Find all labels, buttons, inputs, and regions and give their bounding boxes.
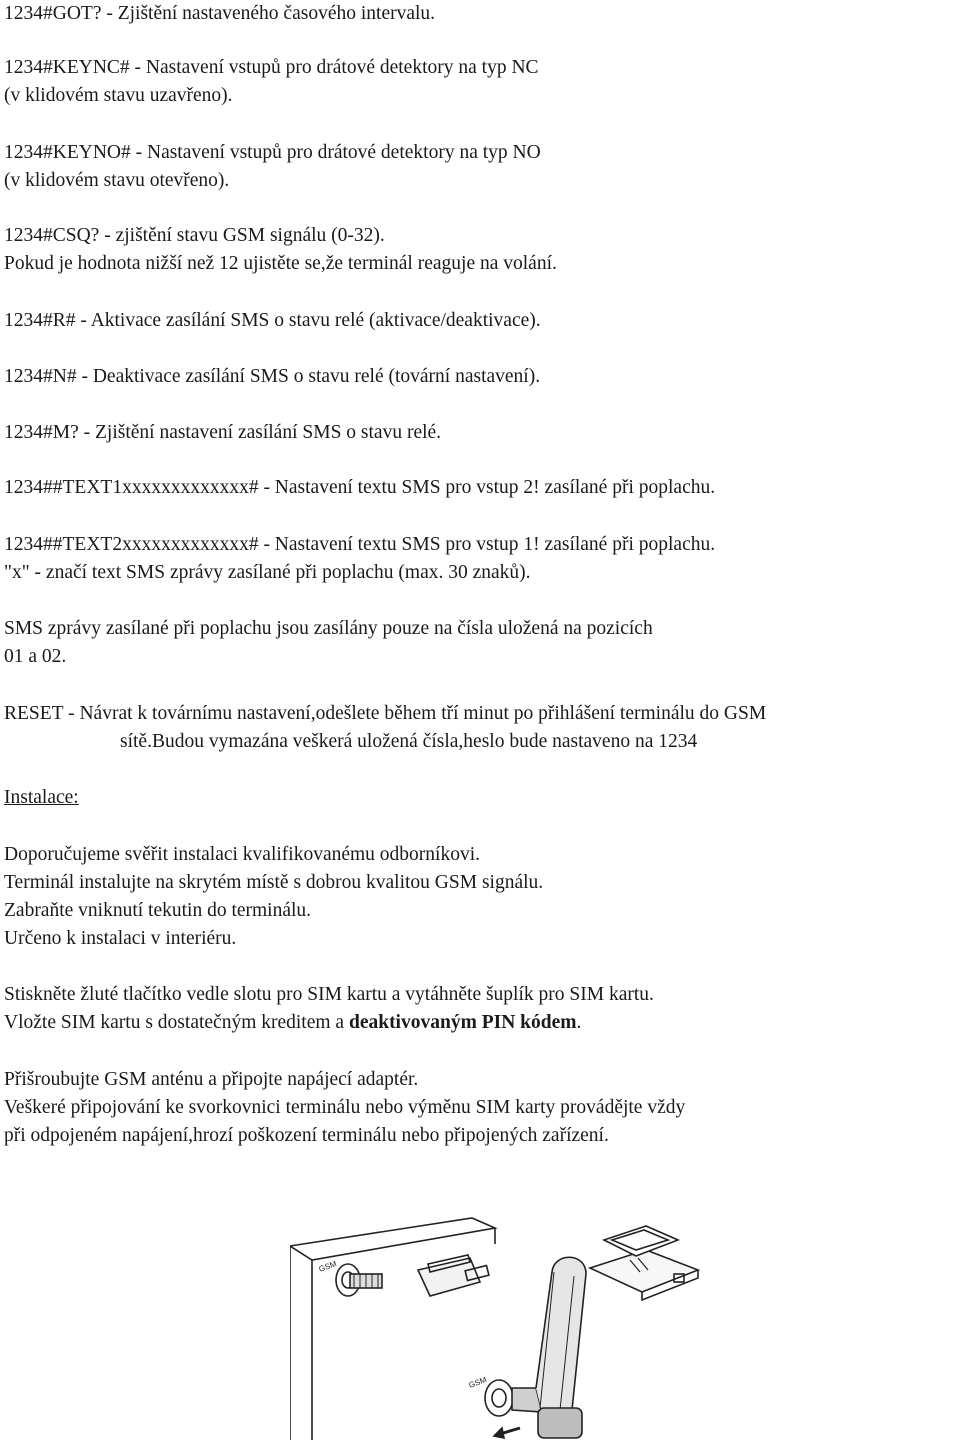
cmd-keync: 1234#KEYNC# - Nastavení vstupů pro drátové detektory na typ NC	[4, 57, 539, 78]
top-antenna-connector	[336, 1264, 382, 1296]
antenna-instruction: Přišroubujte GSM anténu a připojte napájecí adaptér.	[4, 1069, 419, 1090]
cmd-csq-note: Pokud je hodnota nižší než 12 ujistěte se,že terminál reaguje na volání.	[4, 253, 557, 274]
reset-line-cont: sítě.Budou vymazána veškerá uložená čísla,heslo bude nastaveno na 1234	[120, 731, 698, 752]
terminal-body	[290, 1218, 495, 1440]
sim-tray	[590, 1226, 698, 1300]
sms-positions-note: SMS zprávy zasílané při poplachu jsou zasílány pouze na čísla uložená na pozicích	[4, 618, 653, 639]
cmd-text1: 1234##TEXT1xxxxxxxxxxxxx# - Nastavení textu SMS pro vstup 2! zasílané při poplachu.	[4, 477, 716, 498]
arrow-head	[494, 1428, 504, 1438]
sim-slot	[418, 1255, 489, 1296]
gsm-label-bottom: GSM	[467, 1375, 488, 1390]
install-tip: Doporučujeme svěřit instalaci kvalifikovanému odborníkovi.	[4, 844, 481, 865]
installation-illustration	[290, 1212, 710, 1440]
cmd-got: 1234#GOT? - Zjištění nastaveného časového intervalu.	[4, 3, 436, 24]
cmd-text-note: "x" - značí text SMS zprávy zasílané při poplachu (max. 30 znaků).	[4, 562, 531, 583]
sim-instruction: Stiskněte žluté tlačítko vedle slotu pro SIM kartu a vytáhněte šuplík pro SIM kartu.	[4, 984, 654, 1005]
reset-line: RESET - Návrat k továrnímu nastavení,odešlete během tří minut po přihlášení terminálu do GSM	[4, 703, 767, 724]
cmd-keync-note: (v klidovém stavu uzavřeno).	[4, 85, 233, 106]
sim-credit-end: .	[576, 1012, 582, 1033]
sim-credit-text: Vložte SIM kartu s dostatečným kreditem a	[4, 1012, 349, 1033]
installation-heading: Instalace:	[4, 787, 79, 808]
power-warning-cont: při odpojeném napájení,hrozí poškození terminálu nebo připojených zařízení.	[4, 1125, 609, 1146]
install-tip: Zabraňte vniknutí tekutin do terminálu.	[4, 900, 312, 921]
cmd-csq: 1234#CSQ? - zjištění stavu GSM signálu (0-32).	[4, 225, 385, 246]
cmd-text2: 1234##TEXT2xxxxxxxxxxxxx# - Nastavení textu SMS pro vstup 1! zasílané při poplachu.	[4, 534, 716, 555]
sim-credit-instruction	[4, 1009, 581, 1037]
antenna	[485, 1257, 586, 1438]
pin-warning: deaktivovaným PIN kódem	[348, 1012, 577, 1033]
cmd-keyno-note: (v klidovém stavu otevřeno).	[4, 170, 230, 191]
cmd-r: 1234#R# - Aktivace zasílání SMS o stavu relé (aktivace/deaktivace).	[4, 310, 541, 331]
install-tip: Určeno k instalaci v interiéru.	[4, 928, 237, 949]
sms-positions-note-cont: 01 a 02.	[4, 646, 67, 667]
gsm-label-top: GSM	[317, 1259, 338, 1274]
cmd-m: 1234#M? - Zjištění nastavení zasílání SMS o stavu relé.	[4, 422, 442, 443]
install-tip: Terminál instalujte na skrytém místě s dobrou kvalitou GSM signálu.	[4, 872, 544, 893]
cmd-n: 1234#N# - Deaktivace zasílání SMS o stavu relé (tovární nastavení).	[4, 366, 541, 387]
cmd-keyno: 1234#KEYNO# - Nastavení vstupů pro drátové detektory na typ NO	[4, 142, 541, 163]
power-warning: Veškeré připojování ke svorkovnici terminálu nebo výměnu SIM karty provádějte vždy	[4, 1097, 686, 1118]
